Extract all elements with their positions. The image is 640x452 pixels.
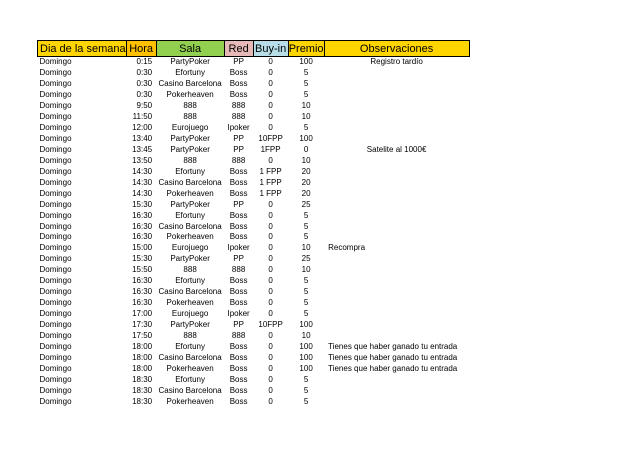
- cell-red: Boss: [229, 166, 248, 176]
- cell-red: Boss: [229, 90, 248, 100]
- cell-dia: Domingo: [39, 363, 72, 373]
- cell-buyin: 0: [268, 254, 273, 264]
- cell-sala: 888: [183, 265, 197, 275]
- cell-observaciones: [324, 265, 469, 276]
- cell-red: Boss: [229, 298, 248, 308]
- cell-red: 888: [231, 101, 246, 111]
- cell-hora: 16:30: [132, 221, 153, 231]
- cell-observaciones: Registro tardío: [370, 57, 423, 67]
- cell-premio: 5: [303, 79, 309, 89]
- table-row: [38, 90, 470, 101]
- cell-hora: 13:45: [132, 144, 153, 154]
- cell-sala: Casino Barcelona: [158, 287, 222, 297]
- cell-sala: Casino Barcelona: [158, 177, 222, 187]
- cell-hora: 0:30: [136, 90, 153, 100]
- cell-buyin: 0: [268, 287, 273, 297]
- cell-buyin: 0: [268, 123, 273, 133]
- cell-observaciones: [324, 166, 469, 177]
- cell-sala: Pokerheaven: [166, 188, 214, 198]
- cell-red: Boss: [229, 210, 248, 220]
- cell-hora: 12:00: [132, 123, 153, 133]
- cell-dia: Domingo: [39, 374, 72, 384]
- cell-red: Boss: [229, 79, 248, 89]
- cell-observaciones: Tienes que haber ganado tu entrada: [328, 352, 458, 362]
- cell-dia: Domingo: [39, 352, 72, 362]
- cell-buyin: 0: [268, 112, 273, 122]
- cell-dia: Domingo: [39, 112, 72, 122]
- cell-dia: Domingo: [39, 123, 72, 133]
- cell-sala: Efortuny: [175, 68, 205, 78]
- table-row: [38, 309, 470, 320]
- cell-red: Boss: [229, 177, 248, 187]
- table-row: [38, 112, 470, 123]
- cell-observaciones: [324, 254, 469, 265]
- cell-observaciones: [324, 210, 469, 221]
- cell-red: Boss: [229, 188, 248, 198]
- table-row: [38, 79, 470, 90]
- cell-premio: 25: [301, 199, 311, 209]
- cell-premio: 5: [303, 396, 309, 406]
- cell-premio: 5: [303, 374, 309, 384]
- cell-dia: Domingo: [39, 188, 72, 198]
- cell-observaciones: [324, 112, 469, 123]
- cell-dia: Domingo: [39, 319, 72, 329]
- cell-sala: Efortuny: [175, 374, 205, 384]
- table-row: [38, 166, 470, 177]
- cell-buyin: 1 FPP: [259, 188, 282, 198]
- header-red: Red: [224, 41, 253, 57]
- cell-red: PP: [233, 319, 244, 329]
- cell-hora: 17:30: [132, 319, 153, 329]
- cell-observaciones: [324, 68, 469, 79]
- cell-sala: PartyPoker: [170, 319, 210, 329]
- cell-observaciones: [324, 287, 469, 298]
- cell-red: 888: [231, 155, 246, 165]
- cell-hora: 13:40: [132, 134, 153, 144]
- cell-buyin: 0: [268, 79, 273, 89]
- cell-premio: 10: [301, 112, 311, 122]
- cell-dia: Domingo: [39, 221, 72, 231]
- cell-buyin: 0: [268, 155, 273, 165]
- cell-observaciones: [324, 396, 469, 407]
- cell-red: Boss: [229, 385, 248, 395]
- cell-premio: 5: [303, 232, 309, 242]
- cell-hora: 16:30: [132, 210, 153, 220]
- cell-red: Boss: [229, 287, 248, 297]
- header-hora: Hora: [126, 41, 156, 57]
- cell-hora: 16:30: [132, 276, 153, 286]
- cell-observaciones: [324, 232, 469, 243]
- cell-premio: 100: [299, 352, 313, 362]
- cell-premio: 5: [303, 221, 309, 231]
- cell-premio: 20: [301, 166, 311, 176]
- cell-dia: Domingo: [39, 396, 72, 406]
- cell-sala: Efortuny: [175, 166, 205, 176]
- cell-hora: 16:30: [132, 287, 153, 297]
- cell-dia: Domingo: [39, 287, 72, 297]
- header-dia: Dia de la semana: [38, 41, 127, 57]
- cell-red: Boss: [229, 363, 248, 373]
- cell-sala: Casino Barcelona: [158, 79, 222, 89]
- cell-buyin: 0: [268, 210, 273, 220]
- cell-red: PP: [233, 254, 244, 264]
- table-row: [38, 276, 470, 287]
- cell-hora: 18:00: [132, 352, 153, 362]
- table-row: [38, 320, 470, 331]
- cell-dia: Domingo: [39, 144, 72, 154]
- cell-premio: 5: [303, 385, 309, 395]
- cell-buyin: 0: [268, 385, 273, 395]
- cell-buyin: 0: [268, 265, 273, 275]
- cell-observaciones: [324, 123, 469, 134]
- cell-dia: Domingo: [39, 232, 72, 242]
- cell-sala: PartyPoker: [170, 254, 210, 264]
- cell-buyin: 1 FPP: [259, 166, 282, 176]
- cell-buyin: 0: [268, 374, 273, 384]
- cell-observaciones: Satelite al 1000€: [366, 144, 427, 154]
- cell-premio: 5: [303, 287, 309, 297]
- table-row: [38, 385, 470, 396]
- cell-dia: Domingo: [39, 276, 72, 286]
- cell-buyin: 0: [268, 330, 273, 340]
- cell-dia: Domingo: [39, 265, 72, 275]
- cell-buyin: 0: [268, 243, 273, 253]
- header-premio: Premio: [288, 42, 324, 55]
- cell-sala: PartyPoker: [170, 57, 210, 67]
- table-row: [38, 341, 470, 352]
- cell-premio: 100: [299, 57, 313, 67]
- cell-red: PP: [233, 57, 244, 67]
- cell-dia: Domingo: [39, 330, 72, 340]
- cell-hora: 16:30: [132, 298, 153, 308]
- cell-dia: Domingo: [39, 101, 72, 111]
- cell-premio: 10: [301, 330, 311, 340]
- cell-sala: Efortuny: [175, 341, 205, 351]
- cell-hora: 0:15: [136, 57, 153, 67]
- cell-hora: 13:50: [132, 155, 153, 165]
- cell-observaciones: [324, 188, 469, 199]
- cell-sala: PartyPoker: [170, 199, 210, 209]
- cell-buyin: 0: [268, 363, 273, 373]
- cell-red: PP: [233, 134, 244, 144]
- cell-premio: 25: [301, 254, 311, 264]
- cell-observaciones: Tienes que haber ganado tu entrada: [328, 341, 458, 351]
- cell-hora: 15:30: [132, 199, 153, 209]
- cell-red: 888: [231, 112, 246, 122]
- cell-sala: Pokerheaven: [166, 396, 214, 406]
- cell-hora: 11:50: [132, 112, 153, 122]
- tournament-table: [37, 40, 470, 407]
- cell-sala: Casino Barcelona: [158, 352, 222, 362]
- cell-dia: Domingo: [39, 385, 72, 395]
- table-row: [38, 265, 470, 276]
- cell-sala: 888: [183, 330, 197, 340]
- cell-sala: Efortuny: [175, 210, 205, 220]
- cell-dia: Domingo: [39, 57, 72, 67]
- cell-premio: 100: [299, 134, 313, 144]
- cell-hora: 14:30: [132, 188, 153, 198]
- cell-hora: 14:30: [132, 177, 153, 187]
- cell-observaciones: [324, 320, 469, 331]
- cell-buyin: 0: [268, 68, 273, 78]
- cell-hora: 0:30: [136, 79, 153, 89]
- cell-observaciones: [324, 298, 469, 309]
- cell-hora: 15:50: [132, 265, 153, 275]
- cell-dia: Domingo: [39, 298, 72, 308]
- table-row: [38, 57, 470, 68]
- table-row: [38, 363, 470, 374]
- cell-premio: 5: [303, 298, 309, 308]
- cell-premio: 20: [301, 177, 311, 187]
- table-row: [38, 221, 470, 232]
- cell-dia: Domingo: [39, 309, 72, 319]
- cell-premio: 10: [301, 155, 311, 165]
- cell-premio: 10: [301, 243, 311, 253]
- cell-hora: 14:30: [132, 166, 153, 176]
- cell-buyin: 0: [268, 298, 273, 308]
- cell-observaciones: Tienes que haber ganado tu entrada: [328, 363, 458, 373]
- table-row: [38, 68, 470, 79]
- cell-sala: Pokerheaven: [166, 232, 214, 242]
- table-row: [38, 352, 470, 363]
- cell-buyin: 0: [268, 232, 273, 242]
- cell-observaciones: [324, 199, 469, 210]
- cell-buyin: 0: [268, 352, 273, 362]
- cell-premio: 5: [303, 276, 309, 286]
- table-row: [38, 155, 470, 166]
- cell-buyin: 0: [268, 396, 273, 406]
- cell-observaciones: [324, 79, 469, 90]
- cell-dia: Domingo: [39, 199, 72, 209]
- table-row: [38, 199, 470, 210]
- cell-premio: 5: [303, 123, 309, 133]
- cell-premio: 10: [301, 265, 311, 275]
- cell-observaciones: [324, 330, 469, 341]
- cell-sala: Casino Barcelona: [158, 385, 222, 395]
- cell-buyin: 0: [268, 199, 273, 209]
- cell-sala: PartyPoker: [170, 134, 210, 144]
- cell-hora: 18:30: [132, 396, 153, 406]
- cell-red: Ipoker: [227, 123, 250, 133]
- cell-red: Boss: [229, 68, 248, 78]
- header-buyin: Buy-in: [255, 42, 287, 55]
- cell-premio: 100: [299, 341, 313, 351]
- cell-red: Boss: [229, 396, 248, 406]
- cell-premio: 10: [301, 101, 311, 111]
- cell-observaciones: [324, 90, 469, 101]
- cell-observaciones: [324, 155, 469, 166]
- cell-premio: 0: [303, 144, 309, 154]
- cell-buyin: 0: [268, 309, 273, 319]
- cell-premio: 5: [303, 68, 309, 78]
- cell-observaciones: [324, 385, 469, 396]
- cell-sala: Pokerheaven: [166, 298, 214, 308]
- cell-observaciones: [324, 101, 469, 112]
- cell-observaciones: [324, 309, 469, 320]
- cell-premio: 5: [303, 90, 309, 100]
- cell-red: Boss: [229, 352, 248, 362]
- cell-dia: Domingo: [39, 90, 72, 100]
- cell-dia: Domingo: [39, 243, 72, 253]
- cell-red: Boss: [229, 232, 248, 242]
- cell-buyin: 0: [268, 341, 273, 351]
- cell-dia: Domingo: [39, 341, 72, 351]
- cell-dia: Domingo: [39, 134, 72, 144]
- cell-sala: Pokerheaven: [166, 363, 214, 373]
- cell-sala: Eurojuego: [171, 309, 209, 319]
- cell-dia: Domingo: [39, 68, 72, 78]
- cell-sala: 888: [183, 155, 197, 165]
- cell-buyin: 10FPP: [258, 319, 283, 329]
- cell-hora: 0:30: [136, 68, 153, 78]
- cell-dia: Domingo: [39, 177, 72, 187]
- cell-hora: 18:00: [132, 341, 153, 351]
- cell-hora: 16:30: [132, 232, 153, 242]
- table-row: [38, 287, 470, 298]
- header-observaciones: Observaciones: [324, 41, 469, 57]
- cell-red: PP: [233, 199, 244, 209]
- cell-dia: Domingo: [39, 254, 72, 264]
- cell-hora: 18:30: [132, 385, 153, 395]
- table-row: [38, 145, 470, 156]
- cell-red: Ipoker: [227, 309, 250, 319]
- cell-hora: 17:00: [132, 309, 153, 319]
- cell-hora: 18:30: [132, 374, 153, 384]
- table-row: [38, 101, 470, 112]
- cell-sala: Pokerheaven: [166, 90, 214, 100]
- cell-buyin: 10FPP: [258, 134, 283, 144]
- cell-buyin: 1FPP: [260, 144, 281, 154]
- cell-red: 888: [231, 330, 246, 340]
- table-row: [38, 243, 470, 254]
- cell-sala: Eurojuego: [171, 123, 209, 133]
- cell-observaciones: [324, 276, 469, 287]
- table-row: [38, 123, 470, 134]
- cell-red: PP: [233, 144, 244, 154]
- cell-observaciones: [324, 134, 469, 145]
- tournament-sheet: [37, 40, 470, 407]
- cell-premio: 100: [299, 319, 313, 329]
- cell-buyin: 0: [268, 276, 273, 286]
- cell-premio: 20: [301, 188, 311, 198]
- cell-premio: 5: [303, 309, 309, 319]
- table-row: [38, 134, 470, 145]
- cell-observaciones: Recompra: [328, 243, 366, 253]
- cell-sala: 888: [183, 112, 197, 122]
- table-row: [38, 374, 470, 385]
- cell-dia: Domingo: [39, 79, 72, 89]
- table-body: [38, 57, 470, 408]
- cell-red: Boss: [229, 221, 248, 231]
- cell-red: 888: [231, 265, 246, 275]
- table-row: [38, 210, 470, 221]
- table-row: [38, 188, 470, 199]
- cell-red: Boss: [229, 276, 248, 286]
- cell-premio: 5: [303, 210, 309, 220]
- cell-sala: Efortuny: [175, 276, 205, 286]
- table-row: [38, 232, 470, 243]
- cell-red: Boss: [229, 374, 248, 384]
- cell-hora: 15:30: [132, 254, 153, 264]
- cell-buyin: 0: [268, 221, 273, 231]
- cell-red: Ipoker: [227, 243, 250, 253]
- cell-red: Boss: [229, 341, 248, 351]
- cell-buyin: 0: [268, 101, 273, 111]
- cell-sala: Casino Barcelona: [158, 221, 222, 231]
- cell-dia: Domingo: [39, 155, 72, 165]
- cell-dia: Domingo: [39, 210, 72, 220]
- cell-hora: 9:50: [136, 101, 153, 111]
- cell-dia: Domingo: [39, 166, 72, 176]
- table-row: [38, 396, 470, 407]
- cell-observaciones: [324, 177, 469, 188]
- table-row: [38, 298, 470, 309]
- header-sala: Sala: [156, 41, 224, 57]
- cell-sala: Eurojuego: [171, 243, 209, 253]
- cell-buyin: 1 FPP: [259, 177, 282, 187]
- cell-buyin: 0: [268, 90, 273, 100]
- cell-premio: 100: [299, 363, 313, 373]
- table-row: [38, 330, 470, 341]
- cell-hora: 18:00: [132, 363, 153, 373]
- table-row: [38, 254, 470, 265]
- cell-buyin: 0: [268, 57, 273, 67]
- cell-hora: 17:50: [132, 330, 153, 340]
- cell-observaciones: [324, 221, 469, 232]
- cell-hora: 15:00: [132, 243, 153, 253]
- cell-observaciones: [324, 374, 469, 385]
- cell-sala: 888: [183, 101, 197, 111]
- cell-sala: PartyPoker: [170, 144, 210, 154]
- header-row: [38, 41, 470, 57]
- table-row: [38, 177, 470, 188]
